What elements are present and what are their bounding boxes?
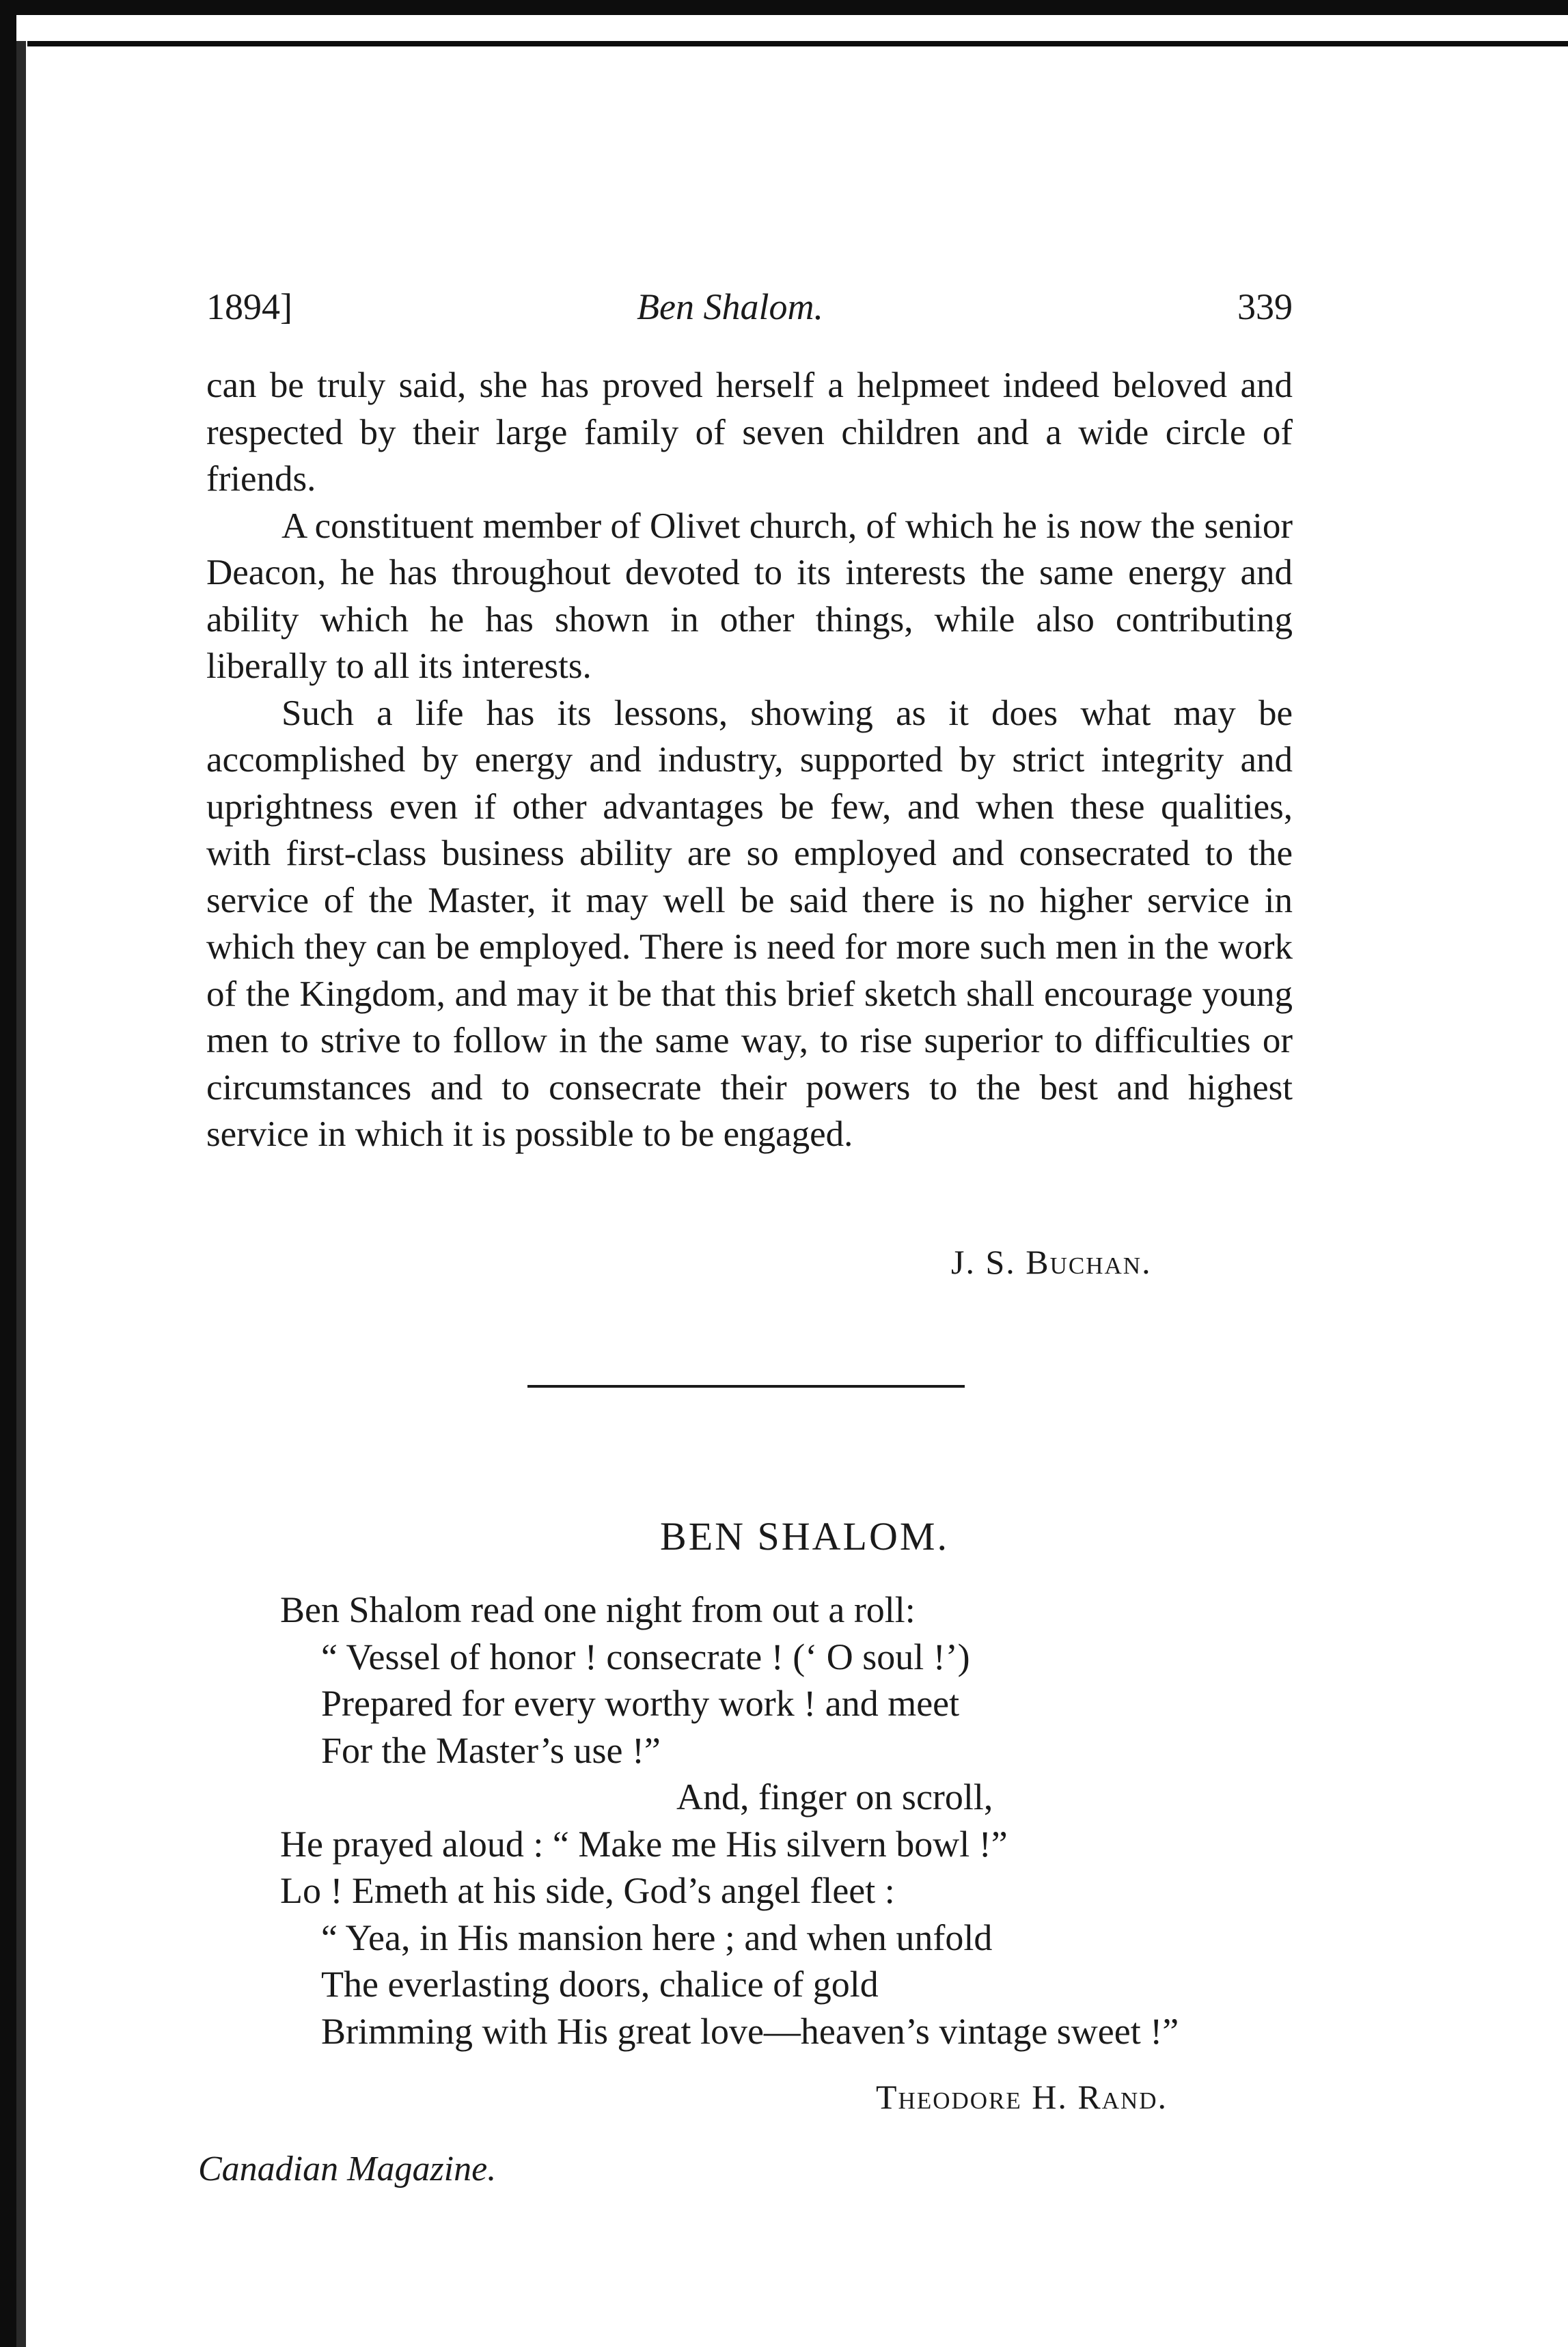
poem-body [280, 1587, 1305, 2055]
article-body [206, 362, 1293, 1158]
scan-top-edge [0, 0, 1568, 15]
poem-line: “ Yea, in His mansion here ; and when unfold [321, 1917, 993, 1958]
article-paragraph: A constituent member of Olivet church, of which he is now the senior Deacon, he has throughout devoted to its interests the same energy and ability which he has shown in other things, while also contributing liberally to all its interests. [206, 506, 1293, 686]
poem-line: Lo ! Emeth at his side, God’s angel fleet : [280, 1870, 895, 1911]
poem-line: “ Vessel of honor ! consecrate ! (‘ O soul !’) [321, 1636, 970, 1677]
poem-line: For the Master’s use !” [321, 1729, 661, 1771]
running-head-year: 1894] [206, 286, 292, 327]
scan-binding-edge [0, 0, 16, 2347]
poem-line: The everlasting doors, chalice of gold [321, 1964, 879, 2005]
source-attribution: Canadian Magazine. [198, 2150, 497, 2188]
running-head-title: Ben Shalom. [637, 286, 823, 327]
running-head [206, 286, 1293, 340]
poem-title: BEN SHALOM. [660, 1514, 949, 1559]
article-paragraph: can be truly said, she has proved herself a helpmeet indeed beloved and respected by their large family of seven children and a wide circle of friends. [206, 366, 1293, 499]
poem-author: Theodore H. Rand. [876, 2078, 1168, 2116]
section-divider [527, 1385, 965, 1388]
article-signature: J. S. Buchan. [951, 1243, 1152, 1281]
poem-line: And, finger on scroll, [676, 1776, 993, 1817]
scan-binding-shadow [16, 41, 26, 2347]
poem-line: Ben Shalom read one night from out a roll: [280, 1589, 916, 1630]
page-number: 339 [1237, 286, 1293, 327]
scan-top-rule [27, 41, 1568, 46]
poem-line: Prepared for every worthy work ! and meet [321, 1683, 960, 1724]
scan-top-gap [27, 15, 1568, 56]
article-paragraph: Such a life has its lessons, showing as it does what may be accomplished by energy and industry, supported by strict integrity and uprightness even if other advantages be few, and when these qualities, with first-class business ability are so employed and consecrated to the service of the Master, it may well be said there is no higher service in which they can be employed. There is need for more such men in the work of the Kingdom, and may it be that this brief sketch shall encourage young men to strive to follow in the same way, to rise superior to difficulties or circumstances and to consecrate their powers to the best and highest service in which it is possible to be engaged. [206, 693, 1293, 1154]
poem-line: He prayed aloud : “ Make me His silvern bowl !” [280, 1823, 1008, 1865]
poem-line: Brimming with His great love—heaven’s vintage sweet !” [321, 2010, 1179, 2052]
